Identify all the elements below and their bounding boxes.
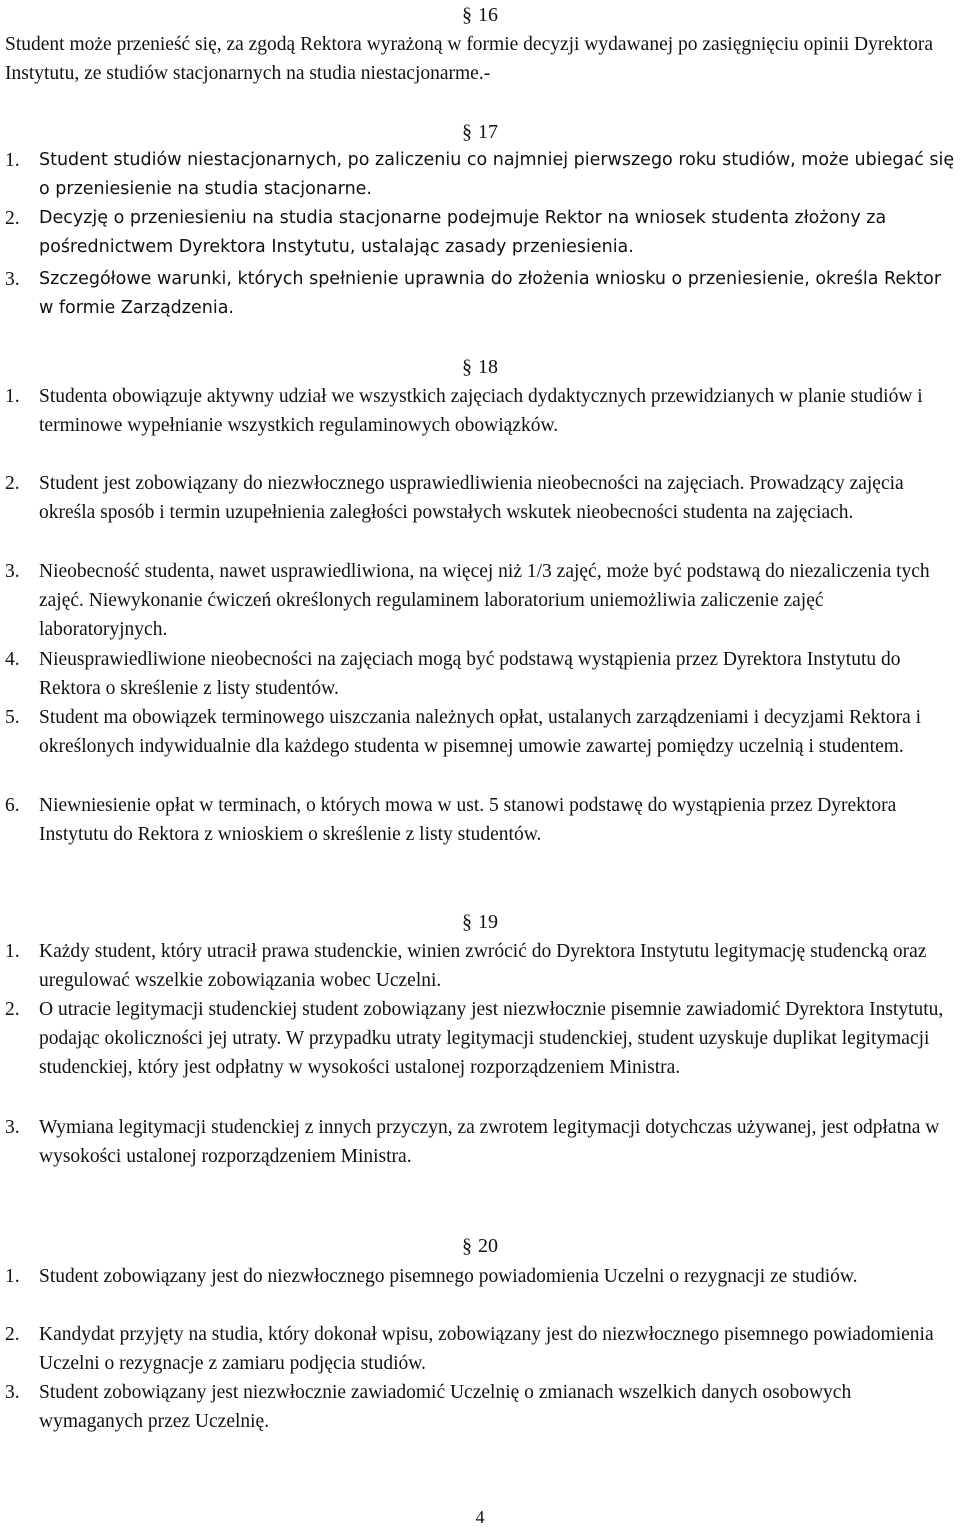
item-text: Studenta obowiązuje aktywny udział we wszystkich zajęciach dydaktycznych przewidzianych w planie studiów i terminowe wypełnianie wszystkich regulaminowych obowiązków.: [39, 386, 923, 436]
section-symbol: §: [462, 356, 472, 378]
section-heading-18: [0, 353, 960, 381]
item-number: 2.: [5, 208, 20, 229]
section-18-item-1: [5, 382, 955, 440]
item-text: Student jest zobowiązany do niezwłocznego usprawiedliwienia nieobecności na zajęciach. Prowadzący zajęcia określa sposób i termin uzupełnienia zaległości powstałych wskutek nieobecności studenta na zajęciach.: [39, 473, 904, 523]
item-text: Nieusprawiedliwione nieobecności na zajęciach mogą być podstawą wystąpienia przez Dyrektora Instytutu do Rektora o skreślenie z listy studentów.: [39, 649, 901, 699]
page-number: 4: [475, 1507, 485, 1527]
section-number: 17: [478, 121, 498, 143]
item-text: Student zobowiązany jest niezwłocznie zawiadomić Uczelnię o zmianach wszelkich danych osobowych wymaganych przez Uczelnię.: [39, 1382, 852, 1432]
item-number: 5.: [5, 707, 20, 728]
item-text: Szczegółowe warunki, których spełnienie uprawnia do złożenia wniosku o przeniesienie, określa Rektor w formie Zarządzenia.: [39, 269, 942, 318]
item-number: 1.: [5, 941, 20, 962]
section-number: 19: [478, 911, 498, 933]
section-20-item-2: [5, 1320, 955, 1378]
section-17-item-1: [5, 146, 955, 204]
section-19-item-2: [5, 995, 955, 1082]
section-20-item-1: [5, 1262, 955, 1291]
item-number: 3.: [5, 269, 20, 290]
item-text: Student studiów niestacjonarnych, po zaliczeniu co najmniej pierwszego roku studiów, może ubiegać się o przeniesienie na studia stacjonarne.: [39, 150, 955, 199]
item-number: 4.: [5, 649, 20, 670]
section-20-item-3: [5, 1378, 955, 1436]
section-heading-17: [0, 118, 960, 146]
item-text: Nieobecność studenta, nawet usprawiedliwiona, na więcej niż 1/3 zajęć, może być podstawą do niezaliczenia tych zajęć. Niewykonanie ćwiczeń określonych regulaminem laboratorium uniemożliwia zaliczenie zajęć laboratoryjnych.: [39, 561, 930, 640]
section-17-item-3: [5, 265, 955, 323]
item-number: 2.: [5, 999, 20, 1020]
item-number: 3.: [5, 561, 20, 582]
section-symbol: §: [462, 4, 472, 26]
item-number: 2.: [5, 1324, 20, 1345]
section-heading-19: [0, 908, 960, 936]
item-number: 3.: [5, 1382, 20, 1403]
section-18-item-5: [5, 703, 955, 761]
item-text: Każdy student, który utracił prawa studenckie, winien zwrócić do Dyrektora Instytutu legitymację studencką oraz uregulować wszelkie zobowiązania wobec Uczelni.: [39, 941, 927, 991]
item-text: Niewniesienie opłat w terminach, o których mowa w ust. 5 stanowi podstawę do wystąpienia przez Dyrektora Instytutu do Rektora z wnioskiem o skreślenie z listy studentów.: [39, 795, 897, 845]
item-text: Student zobowiązany jest do niezwłocznego pisemnego powiadomienia Uczelni o rezygnacji ze studiów.: [39, 1266, 858, 1287]
section-symbol: §: [462, 1235, 472, 1257]
section-18-item-4: [5, 645, 955, 703]
section-18-item-2: [5, 469, 955, 527]
section-16-text: Student może przenieść się, za zgodą Rektora wyrażoną w formie decyzji wydawanej po zasięgnięciu opinii Dyrektora Instytutu, ze studiów stacjonarnych na studia niestacjonarme.-: [5, 34, 934, 84]
item-number: 2.: [5, 473, 20, 494]
section-number: 20: [478, 1235, 498, 1257]
item-text: Decyzję o przeniesieniu na studia stacjonarne podejmuje Rektor na wniosek studenta złożony za pośrednictwem Dyrektora Instytutu, ustalając zasady przeniesienia.: [39, 208, 887, 257]
section-symbol: §: [462, 121, 472, 143]
item-text: Wymiana legitymacji studenckiej z innych przyczyn, za zwrotem legitymacji dotychczas używanej, jest odpłatna w wysokości ustalonej rozporządzeniem Ministra.: [39, 1117, 940, 1167]
section-number: 16: [478, 4, 498, 26]
item-number: 1.: [5, 150, 20, 171]
item-number: 1.: [5, 386, 20, 407]
item-text: O utracie legitymacji studenckiej student zobowiązany jest niezwłocznie pisemnie zawiadomić Dyrektora Instytutu, podając okoliczności jej utraty. W przypadku utraty legitymacji studenckiej, student uzyskuje duplikat legitymacji studenckiej, który jest odpłatny w wysokości ustalonej rozporządzeniem Ministra.: [39, 999, 944, 1078]
section-19-item-1: [5, 937, 955, 995]
section-heading-16: [0, 1, 960, 29]
section-17-item-2: [5, 204, 955, 262]
section-symbol: §: [462, 911, 472, 933]
item-number: 6.: [5, 795, 20, 816]
section-18-item-3: [5, 557, 955, 644]
item-text: Student ma obowiązek terminowego uiszczania należnych opłat, ustalanych zarządzeniami i decyzjami Rektora i określonych indywidualnie dla każdego studenta w pisemnej umowie zawartej pomiędzy uczelnią i studentem.: [39, 707, 922, 757]
item-text: Kandydat przyjęty na studia, który dokonał wpisu, zobowiązany jest do niezwłocznego pisemnego powiadomienia Uczelni o rezygnacje z zamiaru podjęcia studiów.: [39, 1324, 934, 1374]
section-18-item-6: [5, 791, 955, 849]
section-19-item-3: [5, 1113, 955, 1171]
item-number: 1.: [5, 1266, 20, 1287]
section-number: 18: [478, 356, 498, 378]
section-heading-20: [0, 1232, 960, 1260]
item-number: 3.: [5, 1117, 20, 1138]
